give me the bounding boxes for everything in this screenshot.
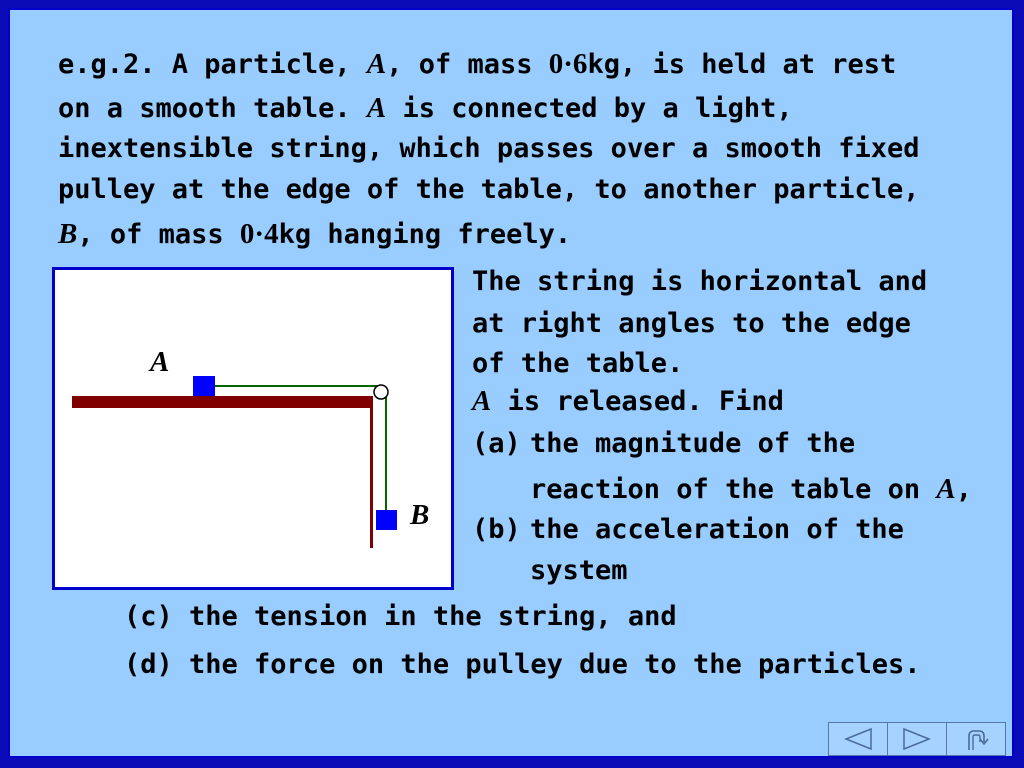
pulley <box>374 385 388 399</box>
triangle-right-icon <box>900 727 934 751</box>
text: , of mass <box>77 219 240 250</box>
text: on a smooth table. <box>58 93 367 124</box>
problem-line-2 <box>58 94 793 123</box>
label-A: A <box>150 346 170 378</box>
text: , <box>955 474 972 505</box>
problem-line-4: pulley at the edge of the table, to another particle, <box>58 174 920 205</box>
var-A: A <box>472 385 492 417</box>
part-a-label: (a) <box>472 428 521 459</box>
side-line-3: of the table. <box>472 348 684 379</box>
side-line-2: at right angles to the edge <box>472 308 911 339</box>
part-b-line-1: the acceleration of the <box>530 514 904 545</box>
problem-line-5 <box>58 220 571 249</box>
text: is released. Find <box>491 386 784 417</box>
part-c: (c) the tension in the string, and <box>124 601 677 632</box>
part-a-line-1: the magnitude of the <box>530 428 856 459</box>
part-b-label: (b) <box>472 514 521 545</box>
label-B: B <box>410 499 430 531</box>
slide <box>8 8 1014 758</box>
text: , of mass <box>386 49 549 80</box>
diagram-svg <box>55 270 451 587</box>
text: kg hanging freely. <box>278 219 572 250</box>
particle-A <box>193 376 215 396</box>
triangle-left-icon <box>841 727 875 751</box>
text: reaction of the table on <box>530 474 937 505</box>
forward-button[interactable] <box>888 723 947 755</box>
part-d: (d) the force on the pulley due to the particles. <box>124 649 921 680</box>
table-top <box>72 396 373 408</box>
problem-line-1 <box>58 50 896 79</box>
var-A: A <box>936 473 956 505</box>
nav-bar <box>828 722 1006 756</box>
part-b-line-2: system <box>530 555 628 586</box>
mass-B: 0·4 <box>239 218 279 250</box>
part-a-line-2 <box>530 475 972 504</box>
text: is connected by a light, <box>386 93 793 124</box>
var-B: B <box>58 218 78 250</box>
table-edge <box>370 396 373 548</box>
text: kg, is held at rest <box>587 49 897 80</box>
side-line-1: The string is horizontal and <box>472 266 928 297</box>
mass-A: 0·6 <box>548 48 588 80</box>
text: e.g.2. A particle, <box>58 49 367 80</box>
problem-line-3: inextensible string, which passes over a smooth fixed <box>58 133 920 164</box>
back-button[interactable] <box>829 723 888 755</box>
var-A: A <box>366 48 387 80</box>
pulley-diagram <box>52 267 454 590</box>
var-A: A <box>366 92 387 124</box>
particle-B <box>376 510 397 530</box>
return-button[interactable] <box>947 723 1005 755</box>
released-line <box>472 387 784 416</box>
return-arrow-icon <box>959 726 993 752</box>
